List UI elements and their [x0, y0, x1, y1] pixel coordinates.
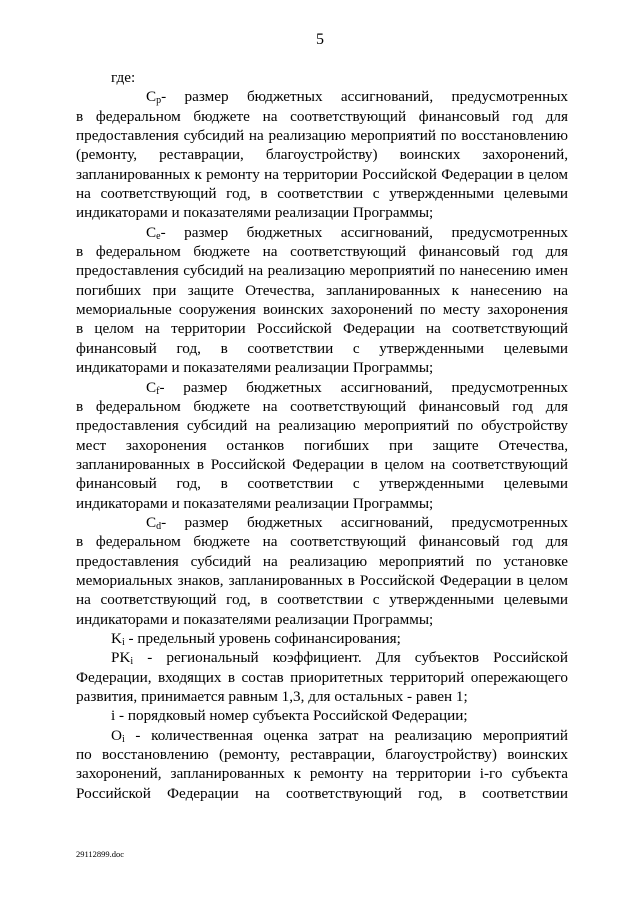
definition-line: предоставления субсидий на реализацию мероприятий по обустройству — [76, 417, 568, 435]
definition-line: в федеральном бюджете на соответствующий финансовый год для — [76, 243, 568, 261]
definition-line: предоставления субсидий на реализацию мероприятий по нанесению имен — [76, 262, 568, 280]
definition-line: мемориальных знаков, запланированных в Российской Федерации в целом — [76, 571, 568, 589]
definition-first-line: $C_e-$ размер бюджетных ассигнований, предусмотренных — [76, 223, 568, 242]
symbol: $K_i$ — [111, 629, 125, 648]
definition-line: мест захоронения останков погибших при защите Отечества, — [76, 436, 568, 454]
definition-first-line: $O_i$ - количественная оценка затрат на реализацию мероприятий — [111, 726, 568, 745]
definition-line: Российской Федерации на соответствующий год, в соответствии — [76, 784, 568, 802]
definition-line: погибших при защите Отечества, запланированных к нанесению на — [76, 281, 568, 299]
symbol: $C_d$ — [146, 513, 162, 532]
definition-line: в федеральном бюджете на соответствующий финансовый год для — [76, 397, 568, 415]
definition-first-line: $C_p-$ размер бюджетных ассигнований, предусмотренных — [76, 87, 568, 106]
page-number: 5 — [316, 31, 324, 48]
definition-line: по восстановлению (ремонту, реставрации, благоустройству) воинских — [76, 746, 568, 764]
definition-line: мемориальные сооружения воинских захоронений по месту захоронения — [76, 301, 568, 319]
definition-line: в целом на территории Российской Федерации на соответствующий — [76, 320, 568, 338]
symbol: $C_f$ — [146, 378, 160, 397]
definition-cf — [76, 378, 568, 513]
definition-line: в федеральном бюджете на соответствующий финансовый год для — [76, 533, 568, 551]
definition-rki — [76, 648, 568, 706]
document-id: 29112899.doc — [76, 849, 125, 859]
definition-cd — [76, 513, 568, 629]
definition-first-line: $PK_i$ - региональный коэффициент. Для субъектов Российской — [111, 649, 568, 668]
definition-line: индикаторами и показателями реализации Программы; — [76, 359, 434, 377]
definition-cp — [76, 87, 568, 222]
definition-line: (ремонту, реставрации, благоустройству) воинских захоронений, — [76, 146, 568, 164]
definition-line: запланированных к ремонту на территории Российской Федерации в целом — [76, 165, 568, 183]
definition-ce — [76, 223, 568, 378]
definition-line: на соответствующий год, в соответствии с утвержденными целевыми — [76, 591, 568, 609]
definition-line: индикаторами и показателями реализации Программы; — [76, 204, 434, 222]
definition-line: индикаторами и показателями реализации Программы; — [76, 610, 434, 628]
definition-line: захоронений, запланированных к ремонту на территории i-го субъекта — [76, 765, 568, 783]
definition-line: предоставления субсидий на реализацию мероприятий по установке — [76, 552, 568, 570]
definition-first-line: $C_f-$ размер бюджетных ассигнований, предусмотренных — [76, 378, 568, 397]
definition-ki: $K_i$ - предельный уровень софинансирования; — [111, 629, 401, 648]
definition-line: Федерации, входящих в состав приоритетных территорий опережающего — [76, 668, 568, 686]
definition-line: в федеральном бюджете на соответствующий финансовый год для — [76, 107, 568, 125]
definition-line: запланированных в Российской Федерации в целом на соответствующий — [76, 455, 568, 473]
document-body — [76, 68, 568, 803]
intro-text: где: — [111, 69, 136, 86]
definition-line: финансовый год, в соответствии с утвержденными целевыми — [76, 475, 568, 493]
definition-line: индикаторами и показателями реализации Программы; — [76, 494, 434, 512]
definition-line: развития, принимается равным 1,3, для остальных - равен 1; — [76, 688, 468, 705]
symbol: $C_p$ — [146, 88, 162, 107]
definition-line: на соответствующий год, в соответствии с утвержденными целевыми — [76, 185, 568, 203]
symbol: $C_e$ — [146, 223, 161, 242]
definition-i: i - порядковый номер субъекта Российской Федерации; — [111, 707, 468, 725]
definition-line: предоставления субсидий на реализацию мероприятий по восстановлению — [76, 127, 568, 145]
definition-first-line: $C_d-$ размер бюджетных ассигнований, предусмотренных — [76, 513, 568, 532]
symbol: $O_i$ — [111, 726, 125, 745]
definition-line: финансовый год, в соответствии с утвержденными целевыми — [76, 339, 568, 357]
symbol: $PK_i$ — [111, 649, 134, 668]
definition-oi — [76, 726, 568, 803]
